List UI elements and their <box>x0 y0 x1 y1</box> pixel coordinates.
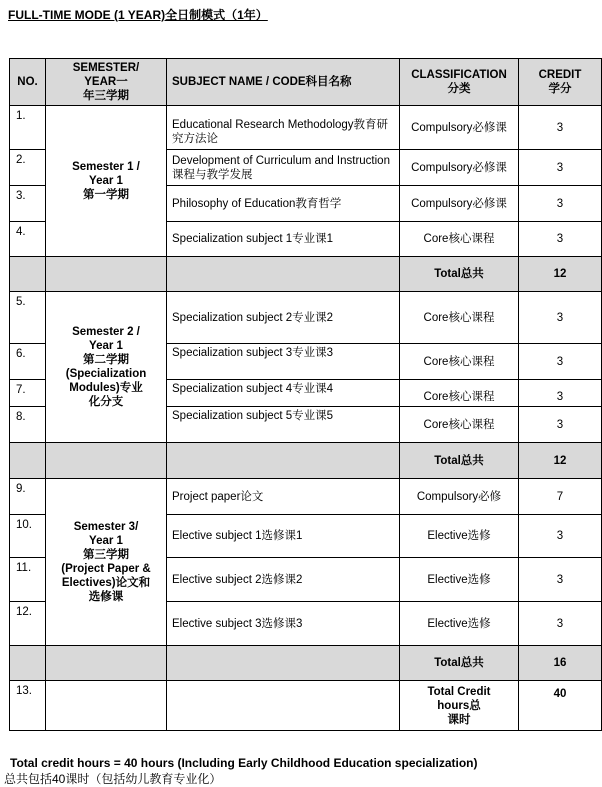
row-number: 9. <box>10 479 46 515</box>
table-row <box>10 479 602 515</box>
grand-empty-cell <box>167 681 400 731</box>
semester-label-line: 第三学期 <box>83 549 129 561</box>
subject-name: Philosophy of Education教育哲学 <box>167 186 400 222</box>
subject-name: Elective subject 1选修课1 <box>167 515 400 558</box>
grand-total-row <box>10 681 602 731</box>
row-number: 12. <box>10 602 46 646</box>
credit: 3 <box>519 292 602 344</box>
semester-label-line: Semester 2 / <box>72 326 140 338</box>
credit: 3 <box>519 407 602 443</box>
credit: 3 <box>519 558 602 602</box>
total-empty-cell <box>10 443 46 479</box>
credit: 7 <box>519 479 602 515</box>
classification: Core核心课程 <box>400 407 519 443</box>
row-number: 4. <box>10 222 46 257</box>
credit: 3 <box>519 186 602 222</box>
header-semester-line: SEMESTER/ <box>72 62 140 74</box>
header-subject: SUBJECT NAME / CODE科目名称 <box>167 59 400 106</box>
classification: Elective选修 <box>400 515 519 558</box>
semester-label-line: Year 1 <box>89 535 123 547</box>
row-number: 5. <box>10 292 46 344</box>
classification: Compulsory必修课 <box>400 106 519 150</box>
row-number: 1. <box>10 106 46 150</box>
semester-label-line: Year 1 <box>89 175 123 187</box>
total-credit: 12 <box>519 257 602 292</box>
classification: Compulsory必修 <box>400 479 519 515</box>
semester-label-line: 化分支 <box>88 396 124 408</box>
credit: 3 <box>519 515 602 558</box>
total-row <box>10 443 602 479</box>
footer-summary-en: Total credit hours = 40 hours (Including Early Childhood Education specialization) <box>10 756 478 770</box>
subject-name: Educational Research Methodology教育研究方法论 <box>167 106 400 150</box>
header-classification <box>400 59 519 106</box>
document-title: FULL-TIME MODE (1 YEAR)全日制模式（1年） <box>8 8 268 22</box>
header-class-line: 分类 <box>447 83 471 95</box>
semester-label-line: Electives)论文和 <box>61 577 151 589</box>
semester-label-line: 第二学期 <box>83 354 129 366</box>
grand-total-label-line: hours总 <box>437 699 481 712</box>
header-credit <box>519 59 602 106</box>
classification: Elective选修 <box>400 602 519 646</box>
total-empty-cell <box>46 257 167 292</box>
total-label: Total总共 <box>400 257 519 292</box>
row-number: 10. <box>10 515 46 558</box>
semester-label-line: (Specialization <box>65 368 147 380</box>
semester-label <box>46 292 167 443</box>
header-class-line: CLASSIFICATION <box>411 69 507 81</box>
total-label: Total总共 <box>400 646 519 681</box>
classification: Core核心课程 <box>400 380 519 407</box>
semester-label-line: Modules)专业 <box>69 382 143 394</box>
total-label: Total总共 <box>400 443 519 479</box>
classification: Compulsory必修课 <box>400 150 519 186</box>
semester-label-line: 第一学期 <box>83 189 129 201</box>
header-semester <box>46 59 167 106</box>
subject-name: Specialization subject 5专业课5 <box>167 407 400 443</box>
credit: 3 <box>519 380 602 407</box>
credit: 3 <box>519 106 602 150</box>
total-row <box>10 646 602 681</box>
total-credit: 12 <box>519 443 602 479</box>
subject-name: Development of Curriculum and Instruction课程与教学发展 <box>167 150 400 186</box>
grand-total-label <box>400 681 519 731</box>
credit: 3 <box>519 602 602 646</box>
row-number: 2. <box>10 150 46 186</box>
grand-empty-cell <box>46 681 167 731</box>
classification: Core核心课程 <box>400 222 519 257</box>
footer-summary-zh: 总共包括40课时（包括幼儿教育专业化） <box>4 772 222 786</box>
semester-label-line: Year 1 <box>89 340 123 352</box>
semester-label-line: (Project Paper & <box>61 563 151 575</box>
row-number: 6. <box>10 344 46 380</box>
total-credit: 16 <box>519 646 602 681</box>
classification: Elective选修 <box>400 558 519 602</box>
row-number: 13. <box>10 681 46 731</box>
semester-label-line: 选修课 <box>88 591 124 603</box>
total-row <box>10 257 602 292</box>
row-number: 11. <box>10 558 46 602</box>
classification: Core核心课程 <box>400 292 519 344</box>
row-number: 7. <box>10 380 46 407</box>
credit: 3 <box>519 344 602 380</box>
row-number: 3. <box>10 186 46 222</box>
semester-label <box>46 106 167 257</box>
header-credit-line: 学分 <box>548 83 572 95</box>
semester-label-line: Semester 3/ <box>73 521 139 533</box>
course-structure-table <box>9 58 602 731</box>
credit: 3 <box>519 222 602 257</box>
subject-name: Elective subject 3选修课3 <box>167 602 400 646</box>
grand-total-credit: 40 <box>519 681 602 731</box>
header-semester-line: YEAR一 <box>84 76 128 88</box>
grand-total-label-line: Total Credit <box>427 685 491 698</box>
header-credit-line: CREDIT <box>538 69 582 81</box>
grand-total-label-line: 课时 <box>447 713 471 726</box>
subject-name: Specialization subject 4专业课4 <box>167 380 400 407</box>
total-empty-cell <box>10 646 46 681</box>
table-row <box>10 292 602 344</box>
row-number: 8. <box>10 407 46 443</box>
header-semester-line: 年三学期 <box>83 90 129 102</box>
subject-name: Specialization subject 3专业课3 <box>167 344 400 380</box>
total-empty-cell <box>167 257 400 292</box>
total-empty-cell <box>46 646 167 681</box>
total-empty-cell <box>10 257 46 292</box>
header-row <box>10 59 602 106</box>
total-empty-cell <box>46 443 167 479</box>
semester-label-line: Semester 1 / <box>72 161 140 173</box>
header-no: NO. <box>10 59 46 106</box>
total-empty-cell <box>167 443 400 479</box>
credit: 3 <box>519 150 602 186</box>
subject-name: Specialization subject 1专业课1 <box>167 222 400 257</box>
semester-label <box>46 479 167 646</box>
subject-name: Specialization subject 2专业课2 <box>167 292 400 344</box>
table-row <box>10 106 602 150</box>
total-empty-cell <box>167 646 400 681</box>
classification: Core核心课程 <box>400 344 519 380</box>
subject-name: Project paper论文 <box>167 479 400 515</box>
classification: Compulsory必修课 <box>400 186 519 222</box>
subject-name: Elective subject 2选修课2 <box>167 558 400 602</box>
